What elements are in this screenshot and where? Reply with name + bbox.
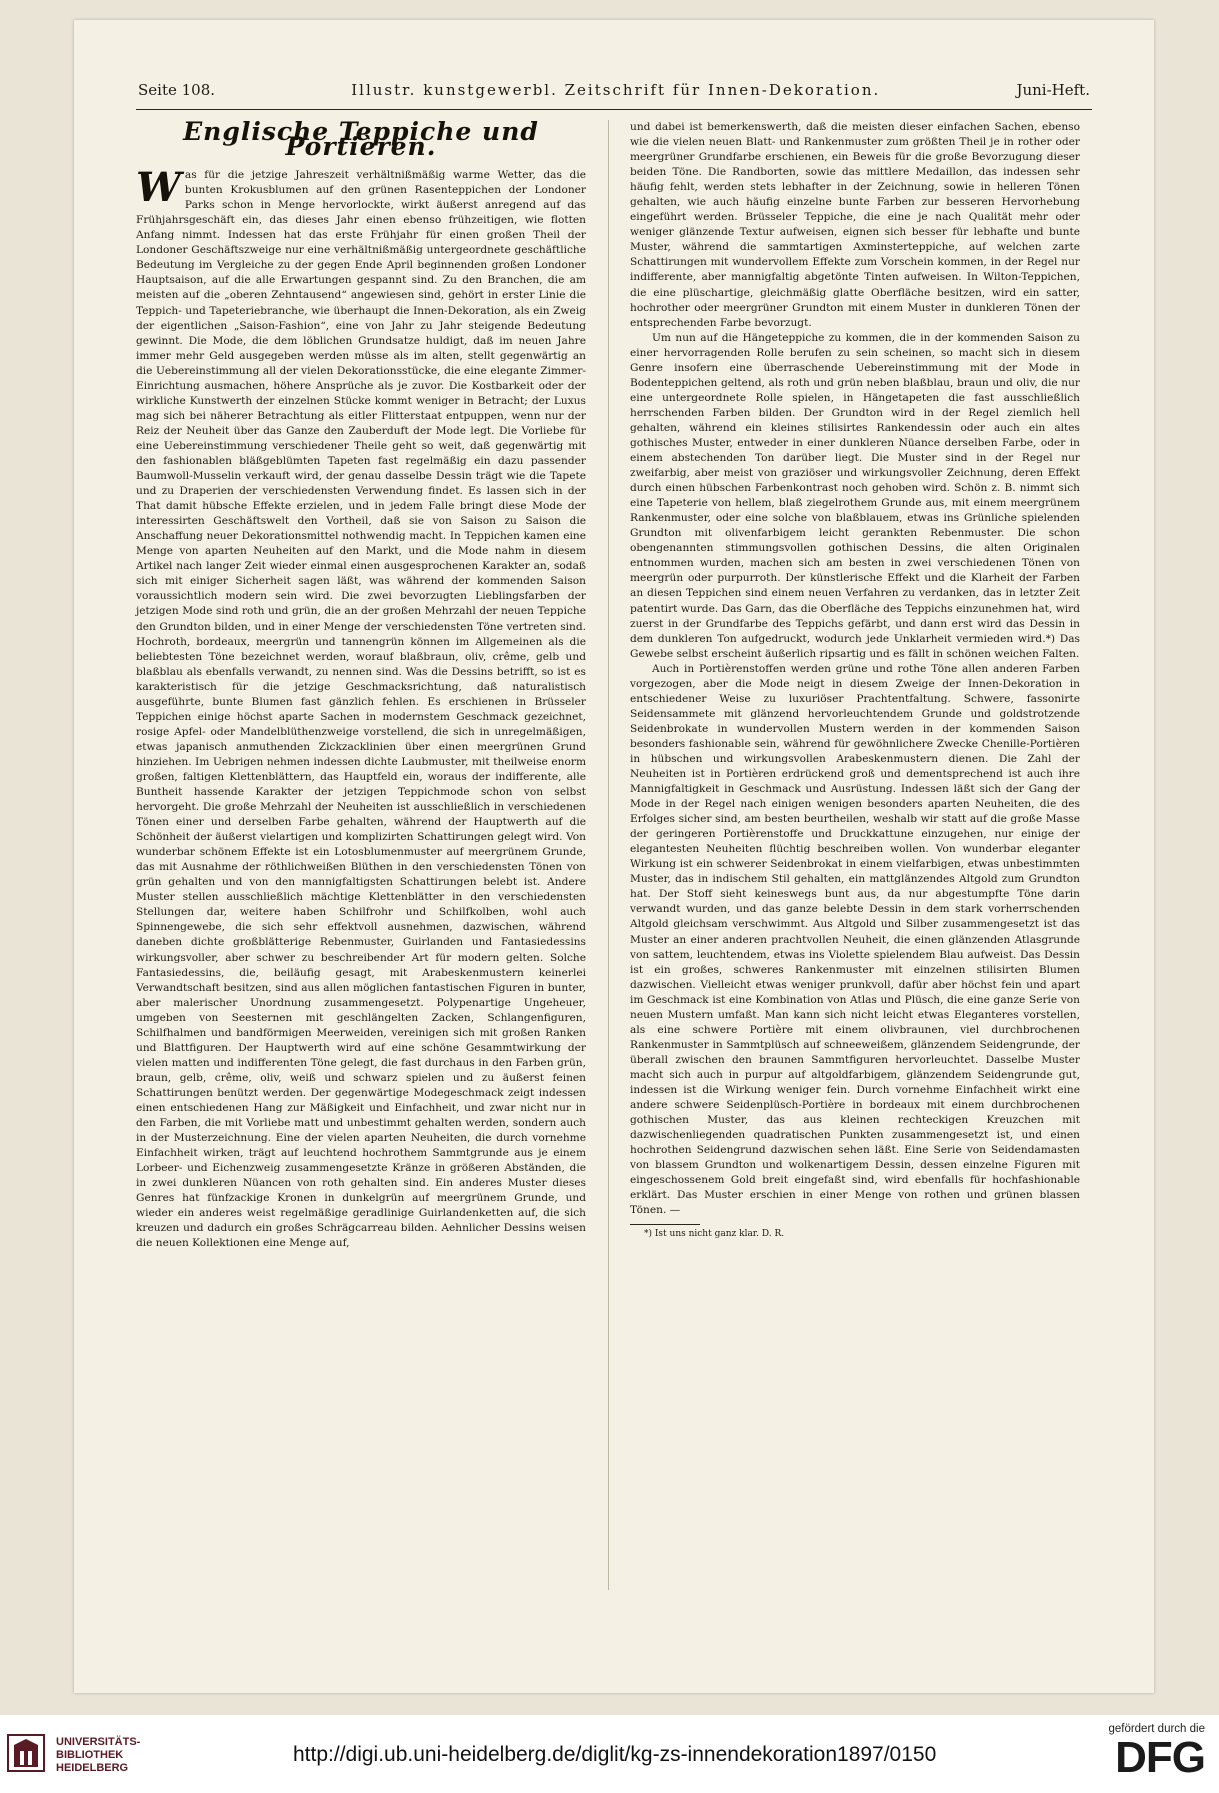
right-column <box>630 120 1080 1240</box>
viewer-footer <box>0 1715 1219 1793</box>
dfg-logo-icon: DFG <box>1115 1733 1205 1782</box>
dropcap-initial: W <box>136 164 181 212</box>
journal-title: Illustr. kunstgewerbl. Zeitschrift für Innen-Dekoration. <box>351 81 881 99</box>
left-column <box>136 117 586 1251</box>
library-name-line-1: UNIVERSITÄTS- <box>56 1735 141 1748</box>
right-paragraph-1: und dabei ist bemerkenswerth, daß die meisten dieser einfachen Sachen, ebenso wie die vielen neuen Blatt- und Rankenmuster zum größten Theil je in rother oder meergrüner Grundfarbe erschienen, ein Beweis für die große Bevorzugung dieser beiden Töne. Die Randborten, sowie das mittlere Medaillon, das indessen sehr häufig fehlt, werden stets lebhafter in der Zeichnung, sowie in helleren Tönen gehalten, wie auch häufig einzelne bunte Farben zur besseren Hervorhebung eingeführt werden. Brüsseler Teppiche, die eine je nach Qualität mehr oder weniger glänzende Textur aufweisen, eignen sich besser für lebhafte und bunte Muster, während die sammtartigen Axminsterteppiche, auf welchen zarte Schattirungen mit wundervollem Effekte zum Vorschein kommen, in der Regel nur indifferente, aber mannigfaltig abgetönte Tinten aufweisen. In Wilton-Teppichen, die eine plüschartige, gleichmäßig glatte Oberfläche besitzen, wird ein satter, hochrother oder meergrüner Grundton mit einem Muster in dunkleren Tönen der entsprechenden Farbe bevorzugt. <box>630 121 1080 329</box>
source-url-link[interactable]: http://digi.ub.uni-heidelberg.de/diglit/kg-zs-innendekoration1897/0150 <box>293 1743 937 1766</box>
library-name-line-3: HEIDELBERG <box>56 1761 129 1774</box>
footnote-rule <box>630 1224 700 1225</box>
funding-caption: gefördert durch die <box>1108 1723 1205 1735</box>
issue-label: Juni-Heft. <box>1016 81 1090 99</box>
right-paragraph-2: Um nun auf die Hängeteppiche zu kommen, die in der kommenden Saison zu einer hervorragenden Rolle berufen zu sein scheinen, so macht sich in diesem Genre insofern eine überraschende Uebereinstimmung mit der Mode in Bodenteppichen geltend, als roth und grün neben blaßblau, braun und oliv, die nur eine untergeordnete Rolle spielen, in Hängetapeten die fast ausschließlich herrschenden Farben bilden. Der Grundton wird in der Regel ziemlich hell gehalten, während ein kleines stilisirtes Rankendessin oder auch ein altes gothisches Muster, entweder in einer dunkleren Nüance derselben Farbe, oder in einem abstechenden Ton darüber liegt. Die Muster sind in der Regel nur zweifarbig, aber meist von graziöser und wirkungsvoller Zeichnung, deren Effekt durch einen hübschen Farbenkontrast noch gehoben wird. Schön z. B. nimmt sich eine Tapeterie von hellem, blaß ziegelrothem Grunde aus, mit einem meergrünem Rankenmuster, oder eine solche von blaßblauem, etwas ins Grünliche spielenden Grundton mit olivenfarbigem leicht gerankten Rebenmuster. Die schon obengenannten stimmungsvollen gothischen Dessins, die alten Originalen entnommen wurden, machen sich am besten in zwei verschiedenen Tönen von meergrün oder purpurroth. Der künstlerische Effekt und die Klarheit der Farben an diesen Teppichen sind einem neuen Verfahren zu verdanken, das in letzter Zeit patentirt wurde. Das Garn, das die Oberfläche des Teppichs einzunehmen hat, wird zuerst in der Grundfarbe des Teppichs gefärbt, und dann erst wird das Dessin in dem dunkleren Ton aufgedruckt, wodurch jede Unklarheit vermieden wird.*) Das Gewebe selbst erscheint äußerlich ripsartig und es fällt in schönen weichen Falten. <box>630 331 1080 660</box>
library-name <box>56 1736 140 1775</box>
journal-page <box>74 20 1154 1693</box>
header-rule <box>136 109 1092 110</box>
article-title: Englische Teppiche und Portièren. <box>183 117 539 162</box>
left-paragraph-1: as für die jetzige Jahreszeit verhältnißmäßig warme Wetter, das die bunten Krokusblumen auf den grünen Rasenteppichen der Londoner Parks schon in Menge hervorlockte, wirkt äußerst anregend auf das Frühjahrsgeschäft ein, das dieses Jahr einen ebenso frühzeitigen, wie flotten Anfang nimmt. Indessen hat das erste Frühjahr für einen großen Theil der Londoner Geschäftszweige nur eine verhältnißmäßig untergeordnete geschäftliche Bedeutung im Vergleiche zu der gegen Ende April beginnenden großen Londoner Hauptsaison, auf die alle Erwartungen gespannt sind. Zu den Branchen, die am meisten auf die „oberen Zehntausend“ angewiesen sind, gehört in erster Linie die Teppich- und Tapeteriebranche, wie überhaupt die Innen-Dekoration, als ein Zweig der eigentlichen „Saison-Fashion“, eine von Jahr zu Jahr steigende Bedeutung gewinnt. Die Mode, die dem löblichen Grundsatze huldigt, daß im neuen Jahre immer mehr Geld ausgegeben werden müsse als im alten, stellt gegenwärtig an die Uebereinstimmung all der vielen Dekorationsstücke, die eine elegante Zimmer-Einrichtung ausmachen, höhere Ansprüche als je zuvor. Die Kostbarkeit oder der wirkliche Kunstwerth der einzelnen Stücke kommt weniger in Betracht; der Luxus mag sich bei näherer Betrachtung als eitler Flitterstaat entpuppen, wenn nur der Reiz der Neuheit über das Ganze den Zauberduft der Mode legt. Die Vorliebe für eine Uebereinstimmung verschiedener Theile geht so weit, daß gegenwärtig mit den fashionablen bläßgeblümten Tapeten fast regelmäßig ein dazu passender Baumwoll-Musselin verkauft wird, der genau dasselbe Dessin trägt wie die Tapete und zu Draperien der verschiedensten Verwendung findet. Es lassen sich in der That damit hübsche Effekte erzielen, und in jedem Falle bringt diese Mode der interessirten Geschäftswelt den Vortheil, daß sie von Saison zu Saison die Anschaffung neuer Dekorationsmittel nothwendig macht. In Teppichen kamen eine Menge von aparten Neuheiten auf den Markt, und die Mode nahm in diesem Artikel nach langer Zeit wieder einmal einen ausgesprochenen Karakter an, sodaß sich mit einiger Sicherheit sagen läßt, was während der kommenden Saison voraussichtlich modern sein wird. Die zwei bevorzugten Lieblingsfarben der jetzigen Mode sind roth und grün, die an der großen Mehrzahl der neuen Teppiche den Grundton bilden, und in einer Menge der verschiedensten Töne vertreten sind. Hochroth, bordeaux, meergrün und tannengrün können im Allgemeinen als die beliebtesten Töne bezeichnet werden, worauf blaßbraun, oliv, crême, gelb und blaßblau als ebenfalls verwandt, zu nennen sind. Was die Dessins betrifft, so ist es karakteristisch für die jetzige Geschmacksrichtung, daß naturalistisch ausgeführte, bunte Blumen fast gänzlich fehlen. Es erschienen in Brüsseler Teppichen einige höchst aparte Sachen in modernstem Geschmack gezeichnet, rosige Apfel- oder Mandelblüthenzweige vorstellend, die sich in unregelmäßigen, etwas japanisch anmuthenden Zickzacklinien über einen meergrünen Grund hinziehen. Im Uebrigen nehmen indessen dichte Laubmuster, mit theilweise enorm großen, faltigen Klettenblättern, das Hauptfeld ein, woraus der indifferente, alle Buntheit hassende Karakter der jetzigen Teppichmode schon von selbst hervorgeht. Die große Mehrzahl der Neuheiten ist ausschließlich in verschiedenen Tönen einer und derselben Farbe gehalten, während der Hauptwerth auf die Schönheit der äußerst vielartigen und komplizirten Schattirungen gelegt wird. Von wunderbar schönem Effekte ist ein Lotosblumenmuster auf meergrünem Grunde, das mit Ausnahme der röthlichweißen Blüthen in den verschiedensten Tönen von grün gehalten und von den mannigfaltigsten Schattirungen belebt ist. Andere Muster stellen ausschließlich mächtige Klettenblätter in den verschiedensten Stellungen dar, weitere haben Schilfrohr und Schilfkolben, wohl auch Spinnengewebe, die sich sehr effektvoll ausnehmen, dazwischen, während daneben dichte großblätterige Rebenmuster, Guirlanden und Fantasiedessins wirkungsvoller, aber schwer zu beschreibender Art für modern gelten. Solche Fantasiedessins, die, beiläufig gesagt, mit Arabeskenmustern keinerlei Verwandtschaft besitzen, sind aus allen möglichen fantastischen Figuren in bunter, aber malerischer Unordnung zusammengesetzt. Polypenartige Ungeheuer, umgeben von Seesternen mit geschlängelten Zacken, Schlangenfiguren, Schilfhalmen und bandförmigen Meerweiden, vereinigen sich mit großen Ranken und Blattfiguren. Der Hauptwerth wird auf eine schöne Gesammtwirkung der vielen matten und indifferenten Töne gelegt, die fast durchaus in den Farben grün, braun, gelb, crême, oliv, weiß und schwarz spielen und zu äußerst feinen Schattirungen benützt werden. Der gegenwärtige Modegeschmack zeigt indessen einen entschiedenen Hang zur Mäßigkeit und Einfachheit, und zwar nicht nur in den Farben, die mit Vorliebe matt und unbestimmt gehalten werden, sondern auch in der Musterzeichnung. Eine der vielen aparten Neuheiten, die durch vornehme Einfachheit wirken, trägt auf leuchtend hochrothem Sammtgrunde aus je einem Lorbeer- und Eichenzweig zusammengesetzte Kränze in größeren Abständen, die in zwei dunkleren Nüancen von roth gehalten sind. Ein anderes Muster dieses Genres hat fünfzackige Kronen in dunkelgrün auf meergrünem Grunde, und wieder ein anderes weist regelmäßige geradlinige Guirlandenketten auf, die sich kreuzen und dadurch ein großes Schrägcarreau bilden. Aehnlicher Dessins weisen die neuen Kollektionen eine Menge auf, <box>136 169 586 1250</box>
right-paragraph-3: Auch in Portièrenstoffen werden grüne und rothe Töne allen anderen Farben vorgezogen, aber die Mode neigt in diesem Zweige der Innen-Dekoration in entschiedener Weise zu luxuriöser Prachtentfaltung. Schwere, fassonirte Seidensammete mit glänzend hervorleuchtendem Grunde und goldstrotzende Seidenbrokate in wundervollen Mustern werden in der kommenden Saison besonders fashionable sein, während für gewöhnlichere Zwecke Chenille-Portièren in hübschen und wirkungsvollen Arabeskenmustern dienen. Die Zahl der Neuheiten ist in Portièren erdrückend groß und dementsprechend ist auch ihre Mannigfaltigkeit in Geschmack und Ausrüstung. Indessen läßt sich der Gang der Mode in der Regel nach einigen wenigen besonders aparten Neuheiten, die des Erfolges sicher sind, am besten beurtheilen, weshalb wir statt auf die große Masse der geringeren Portièrenstoffe und Druckkattune einzugehen, nur einige der elegantesten Neuheiten flüchtig beschreiben wollen. Von wunderbar eleganter Wirkung ist ein schwerer Seidenbrokat in einem vielfarbigen, etwas unbestimmten Muster, das in indischem Stil gehalten, ein mattglänzendes Altgold zum Grundton hat. Der Stoff sieht keineswegs bunt aus, da nur abgestumpfte Töne darin verwandt wurden, und das ganze belebte Dessin in dem stark vorherrschenden Altgold gleichsam verschwimmt. Aus Altgold und Silber zusammengesetzt ist das Muster an einer anderen prachtvollen Neuheit, die einen glänzenden Atlasgrunde von sattem, leuchtendem, etwas ins Violette spielendem Blau aufweist. Das Dessin ist ein großes, schweres Rankenmuster mit einzelnen stilisirten Blumen dazwischen. Vielleicht etwas weniger prunkvoll, dafür aber höchst fein und apart im Geschmack ist eine Kombination von Atlas und Plüsch, die eine ganze Serie von neuen Mustern umfaßt. Man kann sich nicht leicht etwas Eleganteres vorstellen, als eine schwere Portière mit einem olivbraunen, viel durchbrochenen Rankenmuster in Sammtplüsch auf schneeweißem, glänzendem Seidengrunde, der überall zwischen den braunen Sammtfiguren hervorleuchtet. Dasselbe Muster macht sich auch in purpur auf altgoldfarbigem, glänzendem Seidengrunde gut, indessen ist die Wirkung weniger fein. Durch vornehme Einfachheit wirkt eine andere schwere Seidenplüsch-Portière in bordeaux mit einem durchbrochenen gothischen Muster, das aus kleinen rechteckigen Kreuzchen mit dazwischenliegenden quadratischen Punkten zusammengesetzt ist, und einen hochrothen Seidengrund dazwischen sehen läßt. Eine Serie von Seidendamasten von blassem Grundton und wolkenartigem Dessin, dessen einzelne Figuren mit eingeschossenem Gold breit eingefaßt sind, wird ebenfalls für hochfashionable erklärt. Das Muster erschien in einer Menge von rothen und grünen blassen Tönen. — <box>630 662 1080 1217</box>
footnote: *) Ist uns nicht ganz klar. D. R. <box>644 1229 785 1240</box>
ub-heidelberg-logo-icon <box>6 1731 46 1779</box>
funder-block[interactable] <box>1108 1723 1205 1781</box>
page-number: Seite 108. <box>138 81 216 99</box>
column-divider <box>608 120 609 1590</box>
library-logo[interactable] <box>6 1731 140 1779</box>
running-head <box>138 76 1090 104</box>
library-name-line-2: BIBLIOTHEK <box>56 1748 124 1761</box>
